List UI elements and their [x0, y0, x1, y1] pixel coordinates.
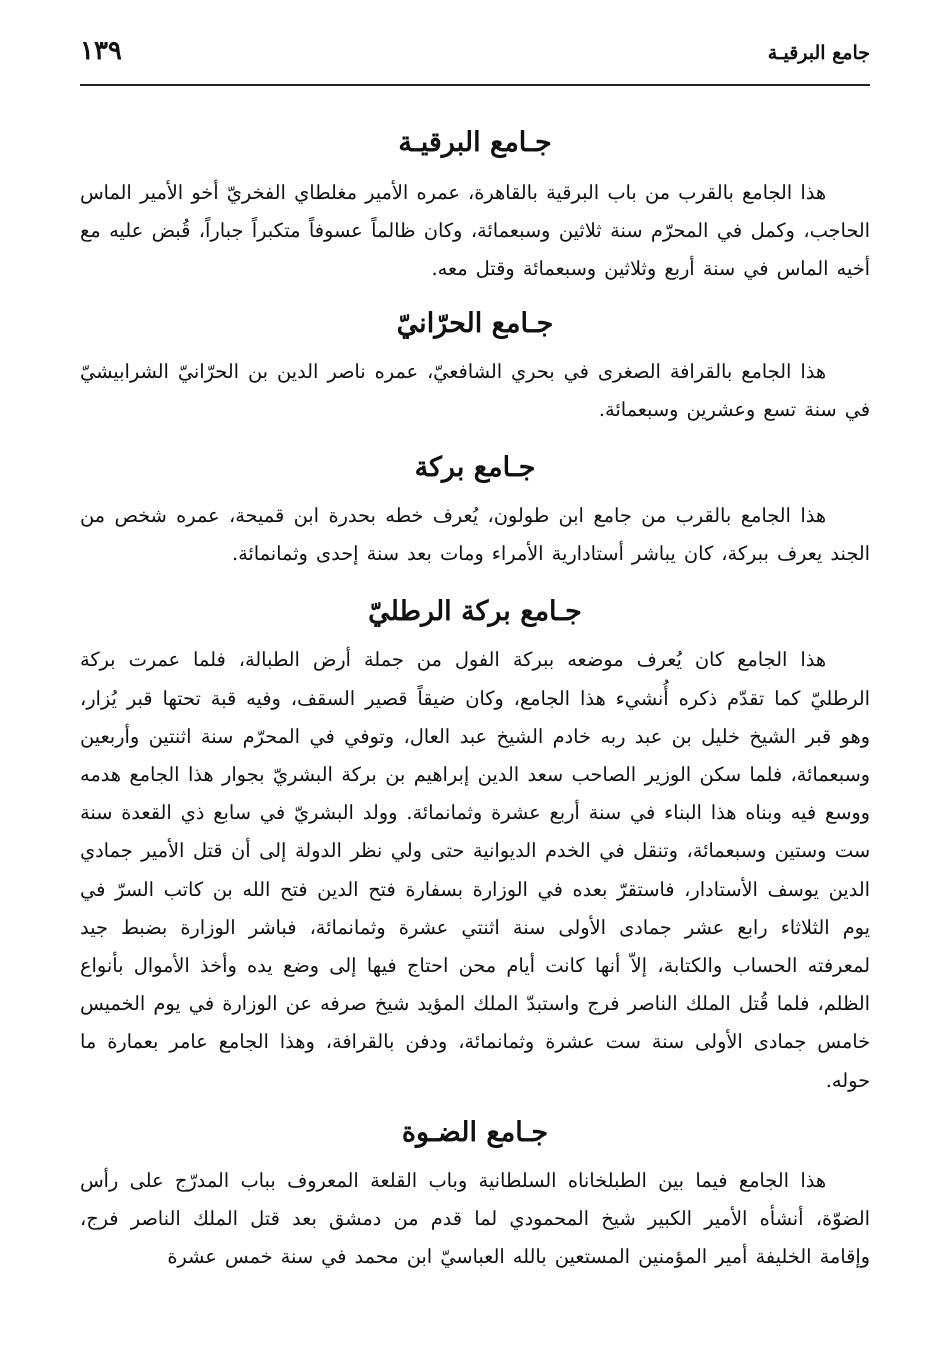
running-title: جامع البرقيـة	[767, 42, 870, 64]
section-jami-al-harrani	[80, 301, 870, 429]
section-jami-baraka	[80, 445, 870, 573]
section-jami-birkat-al-ratli	[80, 589, 870, 1099]
section-body: هذا الجامع كان يُعرف موضعه ببركة الفول من جملة أرض الطبالة، فلما عمرت بركة الرطليّ كما تقدّم ذكره أُنشيء هذا الجامع، وكان ضيقاً قصير السقف، وفيه قبة تحتها قبر يُزار، وهو قبر الشيخ خليل بن عبد ربه خادم الشيخ عبد العال، وتوفي في المحرّم سنة اثنتين وأربعين وسبعمائة، فلما سكن الوزير الصاحب سعد الدين إبراهيم بن بركة البشريّ بجوار هذا الجامع هدمه ووسع فيه وبناه هذا البناء في سنة أربع عشرة وثمانمائة. وولد البشريّ في سابع ذي القعدة سنة ست وستين وسبعمائة، وتنقل في الخدم الديوانية حتى ولي نظر الدولة إلى أن قتل الأمير جمادي الدين يوسف الأستادار، فاستقرّ بعده في الوزارة بسفارة فتح الدين فتح الله بن كاتب السرّ في يوم الثلاثاء رابع عشر جمادى الأولى سنة اثنتي عشرة وثمانمائة، فباشر الوزارة بضبط جيد لمعرفته الحساب والكتابة، إلاّ أنها كانت أيام محن احتاج فيها إلى وضع يده وأخذ الأموال بأنواع الظلم، فلما قُتل الملك الناصر فرج واستبدّ الملك المؤيد شيخ صرفه عن الوزارة في يوم الخميس خامس جمادى الأولى سنة ست عشرة وثمانمائة، ودفن بالقرافة، وهذا الجامع عامر بعمارة ما حوله.	[80, 648, 870, 1092]
page-number: ١٣٩	[80, 36, 122, 66]
section-jami-al-barqiyya	[80, 120, 870, 289]
section-body: هذا الجامع بالقرب من جامع ابن طولون، يُعرف خطه بحدرة ابن قميحة، عمره شخص من الجند يعرف ببركة، كان يباشر أستادارية الأمراء ومات بعد سنة إحدى وثمانمائة.	[80, 504, 870, 566]
section-jami-al-dawwa	[80, 1110, 870, 1277]
section-heading: جـامع الحرّانيّ	[396, 307, 554, 339]
running-header	[80, 28, 870, 86]
section-heading: جـامع بركة الرطليّ	[368, 596, 582, 628]
section-body: هذا الجامع فيما بين الطبلخاناه السلطانية وباب القلعة المعروف بباب المدرّج على رأس الضوّة، أنشأه الأمير الكبير شيخ المحمودي لما قدم من دمشق بعد قتل الملك الناصر فرج، وإقامة الخليفة أمير المؤمنين المستعين بالله العباسيّ ابن محمد في سنة خمس عشرة	[80, 1168, 870, 1269]
section-body: هذا الجامع بالقرافة الصغرى في بحري الشافعيّ، عمره ناصر الدين بن الحرّانيّ الشرابيشيّ في سنة تسع وعشرين وسبعمائة.	[80, 359, 870, 421]
section-heading: جـامع الضـوة	[401, 1116, 549, 1148]
section-heading: جـامع البرقيـة	[398, 127, 552, 158]
section-heading: جـامع بركة	[414, 452, 536, 484]
book-page	[80, 28, 870, 1328]
section-body: هذا الجامع بالقرب من باب البرقية بالقاهرة، عمره الأمير مغلطاي الفخريّ أخو الأمير الماس الحاجب، وكمل في المحرّم سنة ثلاثين وسبعمائة، وكان ظالماً عسوفاً متكبراً جباراً، قُبض عليه مع أخيه الماس في سنة أربع وثلاثين وسبعمائة وقتل معه.	[80, 181, 870, 281]
